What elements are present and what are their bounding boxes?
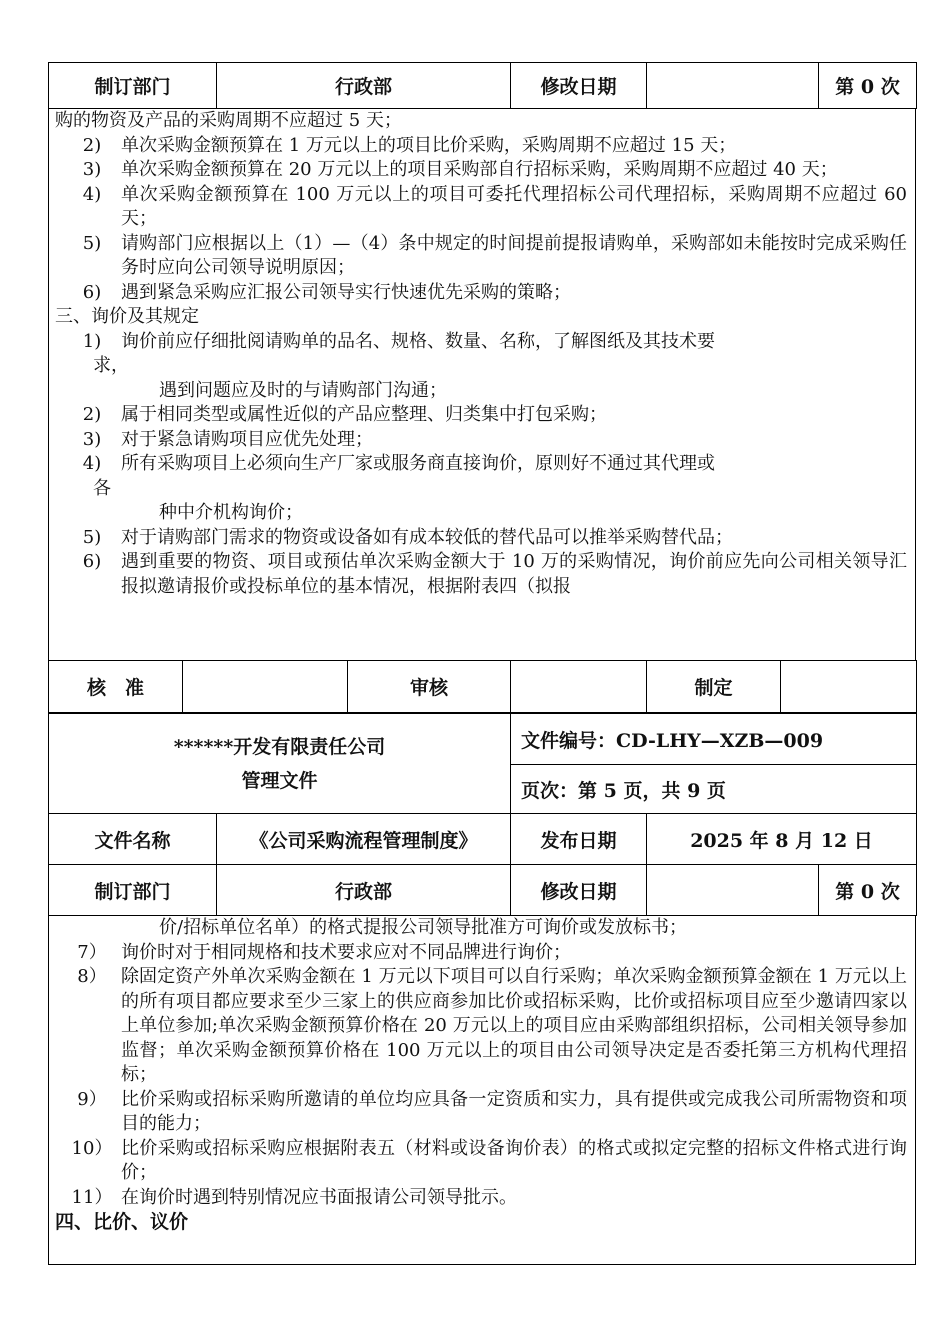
revise-value bbox=[647, 865, 819, 916]
list-text: 请购部门应根据以上（1）—（4）条中规定的时间提前提报请购单，采购部如未能按时完成采购任务时应向公司领导说明原因； bbox=[121, 232, 907, 278]
list-num: 6) bbox=[82, 551, 102, 572]
list-text: 遇到紧急采购应汇报公司领导实行快速优先采购的策略； bbox=[121, 281, 571, 303]
list-num: 8） bbox=[77, 966, 107, 987]
list-num: 5) bbox=[82, 526, 102, 548]
publish-label: 发布日期 bbox=[511, 814, 647, 865]
dept-value: 行政部 bbox=[217, 865, 511, 916]
list-item bbox=[55, 281, 907, 306]
list-num: 3) bbox=[82, 159, 102, 180]
prepare-label: 制定 bbox=[647, 661, 781, 713]
list-item bbox=[55, 1088, 907, 1137]
body-section-2 bbox=[48, 916, 916, 1265]
list-num: 9） bbox=[77, 1088, 107, 1110]
company-name: ******开发有限责任公司 bbox=[173, 735, 386, 758]
signature-table bbox=[48, 660, 917, 713]
publish-value: 2025 年 8 月 12 日 bbox=[647, 814, 917, 865]
section4-heading: 四、比价、议价 bbox=[55, 1211, 189, 1233]
list-num: 1) bbox=[82, 330, 102, 352]
dept-label: 制订部门 bbox=[49, 865, 217, 916]
list-text: 对于紧急请购项目应优先处理； bbox=[121, 428, 373, 450]
list-item bbox=[55, 403, 907, 428]
list-num: 10） bbox=[71, 1137, 113, 1159]
list-num: 5) bbox=[82, 232, 102, 254]
review-label: 审核 bbox=[348, 661, 511, 713]
dept-value: 行政部 bbox=[217, 63, 511, 109]
list-item bbox=[55, 232, 907, 281]
dept-label: 制订部门 bbox=[49, 63, 217, 109]
header-table bbox=[48, 713, 917, 916]
approve-field bbox=[183, 661, 348, 713]
company-block bbox=[49, 714, 511, 814]
list-item bbox=[55, 965, 907, 1088]
list-num: 2) bbox=[82, 134, 102, 156]
list-text: 属于相同类型或属性近似的产品应整理、归类集中打包采购； bbox=[121, 404, 607, 425]
list-num: 6) bbox=[82, 281, 102, 303]
doc-type: 管理文件 bbox=[241, 769, 318, 792]
review-field bbox=[511, 661, 647, 713]
section1-list bbox=[55, 134, 907, 306]
list-text: 在询价时遇到特别情况应书面报请公司领导批示。 bbox=[121, 1186, 517, 1208]
list-wrap: 各 bbox=[93, 477, 111, 499]
list-item bbox=[55, 526, 907, 551]
body-section-1 bbox=[48, 109, 916, 660]
list-text: 询价时对于相同规格和技术要求应对不同品牌进行询价； bbox=[121, 941, 571, 963]
doc-number: 文件编号：CD-LHY—XZB—009 bbox=[511, 714, 917, 765]
section1-lead: 购的物资及产品的采购周期不应超过 5 天； bbox=[55, 110, 402, 131]
revise-label: 修改日期 bbox=[511, 865, 647, 916]
list-item bbox=[55, 134, 907, 159]
list-item bbox=[55, 452, 907, 477]
list-text: 除固定资产外单次采购金额在 1 万元以下项目可以自行采购；单次采购金额预算金额在 1 万元以上的所有项目都应要求至少三家上的供应商参加比价或招标采购，比价或招标项目应至少邀请四家以上单位参加;单次采购金额预算价格在 20 万元以上的项目应由采购部组织招标，公司相关领导参加监督；单次采购金额预算价格在 100 万元以上的项目由公司领导决定是否委托第三方机构代理招标； bbox=[121, 966, 907, 1085]
approve-label: 核 准 bbox=[49, 661, 183, 713]
revise-label: 修改日期 bbox=[511, 63, 647, 109]
list-text: 遇到重要的物资、项目或预估单次采购金额大于 10 万的采购情况，询价前应先向公司相关领导汇报拟邀请报价或投标单位的基本情况，根据附表四（拟报 bbox=[121, 551, 907, 597]
list-item bbox=[55, 1137, 907, 1186]
list-text: 单次采购金额预算在 20 万元以上的项目采购部自行招标采购，采购周期不应超过 40 天； bbox=[121, 159, 838, 180]
list-text: 询价前应仔细批阅请购单的品名、规格、数量、名称，了解图纸及其技术要 bbox=[121, 330, 715, 352]
list-num: 2) bbox=[82, 404, 102, 425]
version: 第 0 次 bbox=[819, 63, 917, 109]
list-num: 3) bbox=[82, 428, 102, 450]
list-item bbox=[55, 550, 907, 599]
list-wrap: 求， bbox=[93, 355, 129, 376]
list-item bbox=[55, 428, 907, 453]
list-continuation: 种中介机构询价； bbox=[159, 502, 303, 523]
list-num: 4) bbox=[82, 183, 102, 205]
file-name-value: 《公司采购流程管理制度》 bbox=[217, 814, 511, 865]
document-page bbox=[48, 62, 916, 1265]
list-text: 单次采购金额预算在 1 万元以上的项目比价采购，采购周期不应超过 15 天； bbox=[121, 134, 737, 156]
list-num: 7） bbox=[77, 941, 107, 963]
list-text: 所有采购项目上必须向生产厂家或服务商直接询价，原则好不通过其代理或 bbox=[121, 453, 715, 474]
list-num: 11） bbox=[71, 1186, 113, 1208]
list-text: 比价采购或招标采购应根据附表五（材料或设备询价表）的格式或拟定完整的招标文件格式进行询价； bbox=[121, 1137, 907, 1183]
version: 第 0 次 bbox=[819, 865, 917, 916]
list-text: 比价采购或招标采购所邀请的单位均应具备一定资质和实力，具有提供或完成我公司所需物资和项目的能力； bbox=[121, 1088, 907, 1134]
section3-heading: 三、询价及其规定 bbox=[55, 306, 199, 327]
list-item bbox=[55, 1186, 907, 1211]
list-item bbox=[55, 330, 907, 355]
list-text: 对于请购部门需求的物资或设备如有成本较低的替代品可以推举采购替代品； bbox=[121, 526, 733, 548]
list-item bbox=[55, 941, 907, 966]
list-continuation: 遇到问题应及时的与请购部门沟通； bbox=[159, 379, 447, 401]
list-num: 4) bbox=[82, 453, 102, 474]
list-item bbox=[55, 158, 907, 183]
list-text: 单次采购金额预算在 100 万元以上的项目可委托代理招标公司代理招标，采购周期不应超过 60 天； bbox=[121, 183, 907, 229]
list-item bbox=[55, 183, 907, 232]
prepare-field bbox=[781, 661, 917, 713]
revise-value bbox=[647, 63, 819, 109]
page-count: 页次：第 5 页，共 9 页 bbox=[511, 765, 917, 814]
file-name-label: 文件名称 bbox=[49, 814, 217, 865]
meta-table-top bbox=[48, 62, 917, 109]
list-continuation: 价/招标单位名单）的格式提报公司领导批准方可询价或发放标书； bbox=[159, 917, 688, 938]
